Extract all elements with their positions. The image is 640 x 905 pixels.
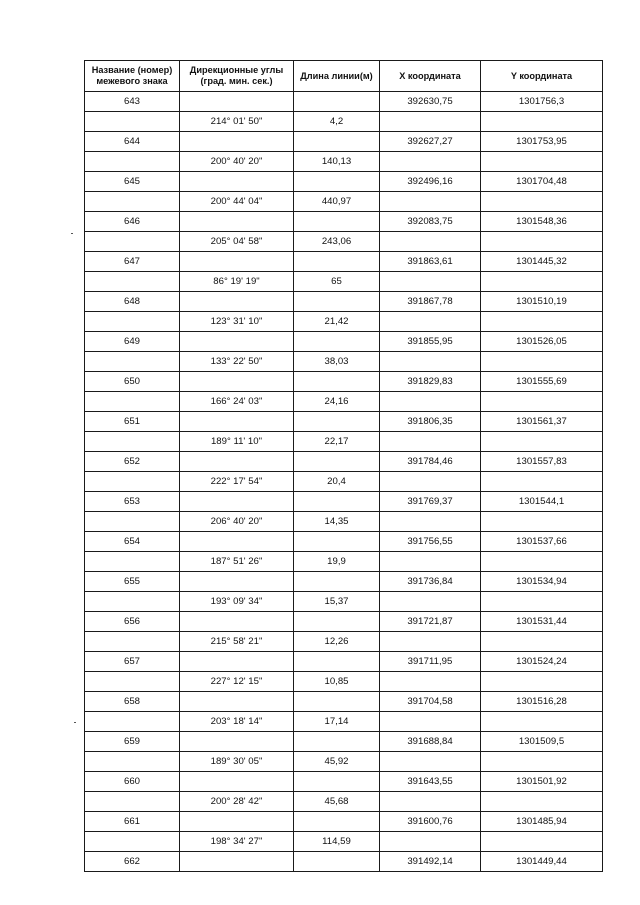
segment-row [85,392,603,412]
empty-x-cell [380,192,481,212]
segment-row [85,432,603,452]
empty-x-cell [380,112,481,132]
x-coordinate-cell: 391829,83 [380,372,481,392]
table-body [85,92,603,872]
empty-length-cell [294,492,380,512]
empty-name-cell [85,272,180,292]
empty-y-cell [481,432,603,452]
scan-speck [74,722,76,723]
point-name-cell: 647 [85,252,180,272]
direction-angle-cell: 198° 34' 27" [180,832,294,852]
line-length-cell: 440,97 [294,192,380,212]
direction-angle-cell: 222° 17' 54" [180,472,294,492]
empty-name-cell [85,792,180,812]
scan-speck [71,233,73,234]
point-row [85,572,603,592]
line-length-cell: 21,42 [294,312,380,332]
point-name-cell: 656 [85,612,180,632]
point-name-cell: 652 [85,452,180,472]
point-name-cell: 659 [85,732,180,752]
point-name-cell: 643 [85,92,180,112]
empty-length-cell [294,852,380,872]
y-coordinate-cell: 1301485,94 [481,812,603,832]
point-row [85,252,603,272]
y-coordinate-cell: 1301510,19 [481,292,603,312]
empty-angle-cell [180,332,294,352]
direction-angle-cell: 86° 19' 19" [180,272,294,292]
segment-row [85,312,603,332]
line-length-cell: 12,26 [294,632,380,652]
x-coordinate-cell: 391855,95 [380,332,481,352]
y-coordinate-cell: 1301449,44 [481,852,603,872]
x-coordinate-cell: 392627,27 [380,132,481,152]
empty-x-cell [380,232,481,252]
empty-y-cell [481,632,603,652]
point-row [85,292,603,312]
y-coordinate-cell: 1301534,94 [481,572,603,592]
y-coordinate-cell: 1301531,44 [481,612,603,632]
direction-angle-cell: 206° 40' 20" [180,512,294,532]
line-length-cell: 243,06 [294,232,380,252]
y-coordinate-cell: 1301526,05 [481,332,603,352]
point-row [85,492,603,512]
empty-angle-cell [180,372,294,392]
empty-angle-cell [180,612,294,632]
empty-angle-cell [180,92,294,112]
x-coordinate-cell: 392630,75 [380,92,481,112]
x-coordinate-cell: 391756,55 [380,532,481,552]
point-name-cell: 651 [85,412,180,432]
empty-angle-cell [180,212,294,232]
direction-angle-cell: 193° 09' 34" [180,592,294,612]
header-point-name: Название (номер) межевого знака [85,61,180,92]
line-length-cell: 19,9 [294,552,380,572]
empty-y-cell [481,232,603,252]
empty-angle-cell [180,172,294,192]
direction-angle-cell: 214° 01' 50" [180,112,294,132]
empty-name-cell [85,832,180,852]
segment-row [85,712,603,732]
segment-row [85,112,603,132]
point-row [85,532,603,552]
empty-y-cell [481,752,603,772]
x-coordinate-cell: 391600,76 [380,812,481,832]
empty-y-cell [481,512,603,532]
point-row [85,732,603,752]
empty-angle-cell [180,452,294,472]
y-coordinate-cell: 1301548,36 [481,212,603,232]
point-name-cell: 654 [85,532,180,552]
line-length-cell: 20,4 [294,472,380,492]
empty-length-cell [294,132,380,152]
empty-angle-cell [180,132,294,152]
empty-x-cell [380,832,481,852]
point-row [85,692,603,712]
empty-x-cell [380,312,481,332]
empty-length-cell [294,692,380,712]
segment-row [85,632,603,652]
header-y-coordinate: Y координата [481,61,603,92]
line-length-cell: 45,68 [294,792,380,812]
empty-length-cell [294,812,380,832]
empty-y-cell [481,592,603,612]
y-coordinate-cell: 1301516,28 [481,692,603,712]
empty-angle-cell [180,572,294,592]
x-coordinate-cell: 391769,37 [380,492,481,512]
empty-name-cell [85,192,180,212]
segment-row [85,592,603,612]
x-coordinate-cell: 391784,46 [380,452,481,472]
segment-row [85,472,603,492]
point-row [85,92,603,112]
point-row [85,652,603,672]
empty-name-cell [85,432,180,452]
empty-angle-cell [180,772,294,792]
empty-y-cell [481,192,603,212]
empty-length-cell [294,572,380,592]
empty-x-cell [380,472,481,492]
y-coordinate-cell: 1301544,1 [481,492,603,512]
direction-angle-cell: 200° 40' 20" [180,152,294,172]
empty-length-cell [294,212,380,232]
point-name-cell: 660 [85,772,180,792]
point-row [85,852,603,872]
empty-angle-cell [180,292,294,312]
point-row [85,332,603,352]
empty-name-cell [85,752,180,772]
point-name-cell: 646 [85,212,180,232]
point-name-cell: 657 [85,652,180,672]
segment-row [85,752,603,772]
empty-length-cell [294,412,380,432]
empty-y-cell [481,672,603,692]
y-coordinate-cell: 1301756,3 [481,92,603,112]
empty-length-cell [294,92,380,112]
direction-angle-cell: 187° 51' 26" [180,552,294,572]
line-length-cell: 22,17 [294,432,380,452]
segment-row [85,512,603,532]
x-coordinate-cell: 391688,84 [380,732,481,752]
empty-length-cell [294,612,380,632]
point-row [85,772,603,792]
x-coordinate-cell: 391704,58 [380,692,481,712]
empty-x-cell [380,592,481,612]
direction-angle-cell: 227° 12' 15" [180,672,294,692]
empty-x-cell [380,552,481,572]
empty-angle-cell [180,492,294,512]
segment-row [85,552,603,572]
direction-angle-cell: 123° 31' 10" [180,312,294,332]
point-name-cell: 649 [85,332,180,352]
empty-length-cell [294,172,380,192]
empty-length-cell [294,652,380,672]
direction-angle-cell: 166° 24' 03" [180,392,294,412]
empty-y-cell [481,352,603,372]
empty-x-cell [380,712,481,732]
empty-x-cell [380,512,481,532]
segment-row [85,192,603,212]
point-row [85,412,603,432]
empty-angle-cell [180,812,294,832]
y-coordinate-cell: 1301704,48 [481,172,603,192]
x-coordinate-cell: 391711,95 [380,652,481,672]
empty-name-cell [85,672,180,692]
empty-y-cell [481,272,603,292]
empty-name-cell [85,472,180,492]
line-length-cell: 24,16 [294,392,380,412]
empty-angle-cell [180,652,294,672]
line-length-cell: 14,35 [294,512,380,532]
point-row [85,612,603,632]
empty-y-cell [481,392,603,412]
line-length-cell: 38,03 [294,352,380,372]
empty-name-cell [85,232,180,252]
segment-row [85,152,603,172]
point-name-cell: 648 [85,292,180,312]
empty-length-cell [294,292,380,312]
empty-length-cell [294,332,380,352]
segment-row [85,832,603,852]
y-coordinate-cell: 1301561,37 [481,412,603,432]
empty-length-cell [294,732,380,752]
empty-angle-cell [180,732,294,752]
y-coordinate-cell: 1301445,32 [481,252,603,272]
line-length-cell: 4,2 [294,112,380,132]
y-coordinate-cell: 1301557,83 [481,452,603,472]
empty-y-cell [481,472,603,492]
y-coordinate-cell: 1301509,5 [481,732,603,752]
empty-length-cell [294,532,380,552]
x-coordinate-cell: 391863,61 [380,252,481,272]
empty-length-cell [294,372,380,392]
empty-angle-cell [180,412,294,432]
empty-angle-cell [180,692,294,712]
empty-length-cell [294,252,380,272]
line-length-cell: 10,85 [294,672,380,692]
line-length-cell: 140,13 [294,152,380,172]
segment-row [85,232,603,252]
empty-y-cell [481,152,603,172]
x-coordinate-cell: 391721,87 [380,612,481,632]
empty-x-cell [380,792,481,812]
empty-y-cell [481,112,603,132]
direction-angle-cell: 189° 11' 10" [180,432,294,452]
point-row [85,212,603,232]
point-name-cell: 653 [85,492,180,512]
empty-name-cell [85,632,180,652]
direction-angle-cell: 200° 28' 42" [180,792,294,812]
y-coordinate-cell: 1301524,24 [481,652,603,672]
line-length-cell: 15,37 [294,592,380,612]
point-name-cell: 658 [85,692,180,712]
table-header-row [85,61,603,92]
header-x-coordinate: X координата [380,61,481,92]
point-name-cell: 655 [85,572,180,592]
y-coordinate-cell: 1301537,66 [481,532,603,552]
empty-angle-cell [180,532,294,552]
point-name-cell: 645 [85,172,180,192]
x-coordinate-cell: 391736,84 [380,572,481,592]
y-coordinate-cell: 1301501,92 [481,772,603,792]
empty-name-cell [85,512,180,532]
direction-angle-cell: 189° 30' 05" [180,752,294,772]
empty-name-cell [85,552,180,572]
point-row [85,812,603,832]
line-length-cell: 114,59 [294,832,380,852]
empty-x-cell [380,352,481,372]
empty-y-cell [481,832,603,852]
line-length-cell: 45,92 [294,752,380,772]
empty-x-cell [380,672,481,692]
empty-name-cell [85,592,180,612]
header-line-length: Длина линии(м) [294,61,380,92]
empty-length-cell [294,772,380,792]
empty-x-cell [380,432,481,452]
empty-y-cell [481,712,603,732]
segment-row [85,272,603,292]
point-name-cell: 644 [85,132,180,152]
y-coordinate-cell: 1301753,95 [481,132,603,152]
line-length-cell: 65 [294,272,380,292]
x-coordinate-cell: 391867,78 [380,292,481,312]
empty-name-cell [85,392,180,412]
x-coordinate-cell: 391806,35 [380,412,481,432]
empty-angle-cell [180,252,294,272]
point-name-cell: 662 [85,852,180,872]
direction-angle-cell: 133° 22' 50" [180,352,294,372]
empty-x-cell [380,752,481,772]
direction-angle-cell: 203° 18' 14" [180,712,294,732]
segment-row [85,352,603,372]
empty-angle-cell [180,852,294,872]
x-coordinate-cell: 392083,75 [380,212,481,232]
empty-name-cell [85,152,180,172]
direction-angle-cell: 215° 58' 21" [180,632,294,652]
empty-y-cell [481,312,603,332]
boundary-coordinates-table [84,60,603,872]
direction-angle-cell: 200° 44' 04" [180,192,294,212]
empty-name-cell [85,712,180,732]
point-name-cell: 650 [85,372,180,392]
x-coordinate-cell: 391492,14 [380,852,481,872]
empty-length-cell [294,452,380,472]
x-coordinate-cell: 391643,55 [380,772,481,792]
point-row [85,372,603,392]
empty-x-cell [380,272,481,292]
empty-x-cell [380,632,481,652]
empty-x-cell [380,392,481,412]
header-direction-angle: Дирекционные углы (град. мин. сек.) [180,61,294,92]
point-row [85,452,603,472]
empty-name-cell [85,112,180,132]
segment-row [85,672,603,692]
point-row [85,132,603,152]
empty-y-cell [481,552,603,572]
point-name-cell: 661 [85,812,180,832]
empty-name-cell [85,312,180,332]
y-coordinate-cell: 1301555,69 [481,372,603,392]
x-coordinate-cell: 392496,16 [380,172,481,192]
direction-angle-cell: 205° 04' 58" [180,232,294,252]
empty-y-cell [481,792,603,812]
point-row [85,172,603,192]
line-length-cell: 17,14 [294,712,380,732]
empty-x-cell [380,152,481,172]
empty-name-cell [85,352,180,372]
segment-row [85,792,603,812]
